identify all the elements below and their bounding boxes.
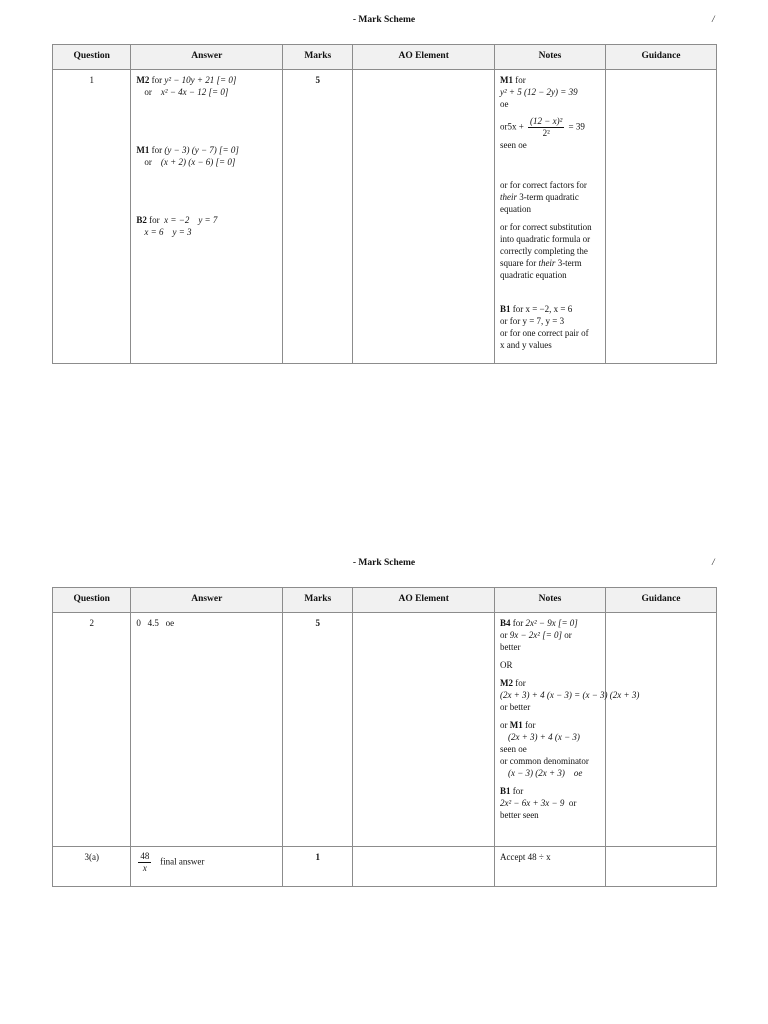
- fraction-denominator: x: [142, 863, 147, 873]
- equation: (x + 2) (x − 6) [= 0]: [160, 157, 236, 167]
- col-header-answer: Answer: [131, 45, 283, 70]
- col-header-guidance: Guidance: [605, 45, 716, 70]
- for-text: for: [512, 618, 524, 628]
- notes-m2-equation: (2x + 3) + 4 (x − 3) = (x − 3) (2x + 3): [499, 690, 640, 700]
- page-1-header: [0, 15, 768, 29]
- notes-factors-text: [500, 179, 600, 215]
- equation: (y − 3) (y − 7) [= 0]: [164, 145, 239, 155]
- page-2-header: [0, 558, 768, 572]
- answer-m2-alt-line: [136, 86, 277, 98]
- three-term-text: 3-term quadratic equation: [499, 192, 579, 214]
- notes-b1-line: [500, 303, 600, 315]
- notes-m1-denominator: (x − 3) (2x + 3) oe: [507, 768, 583, 778]
- answer-m1-alt-line: [136, 156, 277, 168]
- col-header-question: Question: [53, 588, 131, 613]
- answer-m1-line: [136, 144, 277, 156]
- or-text: or: [144, 87, 152, 97]
- notes-cell: Accept 48 ÷ x: [494, 847, 605, 887]
- guidance-cell: [605, 70, 716, 364]
- question-number: 2: [53, 613, 131, 847]
- col-header-ao-element: AO Element: [353, 588, 495, 613]
- guidance-cell: [605, 847, 716, 887]
- notes-b1-line: [500, 785, 600, 797]
- equation: 2x² − 6x + 3x − 9: [499, 798, 565, 808]
- final-answer-text: final answer: [160, 856, 205, 867]
- equation-rhs: = 39: [568, 121, 585, 132]
- guidance-cell: [605, 613, 716, 847]
- fraction-denominator: 2²: [542, 128, 550, 138]
- notes-m1-common: or common denominator: [499, 756, 589, 766]
- answer-b2-line: [136, 214, 277, 226]
- col-header-marks: Marks: [283, 45, 353, 70]
- notes-b4-alt-line: [500, 629, 600, 641]
- fraction: [138, 851, 151, 874]
- notes-oe: oe: [499, 99, 509, 109]
- mark-code-m1: M1: [509, 720, 523, 730]
- mark-code-m1: M1: [136, 145, 150, 155]
- mark-code-m1: M1: [499, 75, 513, 85]
- notes-better: better: [499, 642, 521, 652]
- answer-cell: [131, 847, 283, 887]
- notes-equation-2: [500, 116, 600, 139]
- notes-substitution-text: [500, 221, 600, 281]
- table-row-q1: [53, 70, 717, 364]
- notes-b4-line: [500, 617, 600, 629]
- page-mark: /: [712, 558, 715, 568]
- col-header-question: Question: [53, 45, 131, 70]
- fraction: [528, 116, 564, 139]
- equation: y² − 10y + 21 [= 0]: [164, 75, 237, 85]
- or-5x-text: or5x +: [499, 121, 524, 132]
- mark-scheme-table-2: [52, 587, 717, 887]
- or-text: or: [564, 630, 572, 640]
- mark-code-m2: M2: [136, 75, 150, 85]
- notes-b1-alt-2: or for one correct pair of: [499, 328, 589, 338]
- equation: 2x² − 9x [= 0]: [525, 618, 578, 628]
- col-header-notes: Notes: [494, 588, 605, 613]
- for-text: for: [151, 145, 163, 155]
- notes-m1-line: [500, 74, 600, 86]
- factors-text: or for correct factors for: [499, 180, 587, 190]
- table-row-q2: [53, 613, 717, 847]
- equation: 9x − 2x² [= 0]: [509, 630, 563, 640]
- notes-b1-better: better seen: [499, 810, 539, 820]
- or-text: or: [499, 720, 508, 730]
- page-title: - Mark Scheme: [352, 15, 416, 25]
- answer-cell: [131, 70, 283, 364]
- substitution-text: or for correct substitution into quadratic formula or correctly completing the square for: [499, 222, 592, 268]
- fraction-numerator: 48: [140, 851, 150, 861]
- page-mark: /: [712, 15, 715, 25]
- or-text: or: [144, 157, 152, 167]
- table-row-q3a: [53, 847, 717, 887]
- fraction-numerator: (12 − x)²: [530, 116, 563, 126]
- for-text: for: [515, 678, 526, 688]
- or-text: or: [568, 798, 577, 808]
- col-header-notes: Notes: [494, 45, 605, 70]
- page-title: - Mark Scheme: [352, 558, 416, 568]
- notes-m2-line: [500, 677, 600, 689]
- notes-cell: [494, 70, 605, 364]
- for-text: for: [149, 215, 160, 225]
- b1-text: for x = −2, x = 6: [512, 304, 573, 314]
- ao-element-cell: [353, 847, 495, 887]
- their-text: their: [538, 258, 556, 268]
- notes-seen-oe: seen oe: [499, 140, 527, 150]
- mark-code-b1: B1: [499, 304, 511, 314]
- question-number: 1: [53, 70, 131, 364]
- for-text: for: [524, 720, 536, 730]
- notes-m2-better: or better: [499, 702, 531, 712]
- mark-code-b2: B2: [136, 215, 147, 225]
- answer-cell: 0 4.5 oe: [131, 613, 283, 847]
- mark-code-b4: B4: [499, 618, 511, 628]
- mark-code-b1: B1: [499, 786, 511, 796]
- their-text: their: [499, 192, 517, 202]
- mark-code-m2: M2: [499, 678, 513, 688]
- table-header-row: [53, 45, 717, 70]
- notes-m1-line: [500, 719, 600, 731]
- notes-m1-seen: seen oe: [499, 744, 527, 754]
- col-header-guidance: Guidance: [605, 588, 716, 613]
- notes-cell: [494, 613, 640, 847]
- answer-m2-line: [136, 74, 277, 86]
- marks-value: 5: [283, 70, 353, 364]
- notes-m1-equation: (2x + 3) + 4 (x − 3): [507, 732, 580, 742]
- table-header-row: [53, 588, 717, 613]
- solution-pair-1: x = −2 y = 7: [164, 215, 218, 225]
- for-text: for: [151, 75, 163, 85]
- or-text: or: [499, 630, 508, 640]
- equation: x² − 4x − 12 [= 0]: [160, 87, 229, 97]
- for-text: for: [512, 786, 524, 796]
- mark-scheme-table-1: [52, 44, 717, 364]
- col-header-ao-element: AO Element: [353, 45, 495, 70]
- notes-or: OR: [499, 660, 513, 670]
- question-number: 3(a): [53, 847, 131, 887]
- three-term-text: 3-term quadratic equation: [499, 258, 582, 280]
- notes-equation-1: y² + 5 (12 − 2y) = 39: [499, 87, 578, 97]
- notes-b1-alt-3: x and y values: [499, 340, 552, 350]
- solution-pair-2: x = 6 y = 3: [144, 227, 192, 237]
- ao-element-cell: [353, 70, 495, 364]
- marks-value: 1: [283, 847, 353, 887]
- col-header-answer: Answer: [131, 588, 283, 613]
- ao-element-cell: [353, 613, 495, 847]
- notes-b1-equation-line: [500, 797, 600, 809]
- notes-b1-alt-1: or for y = 7, y = 3: [499, 316, 565, 326]
- col-header-marks: Marks: [283, 588, 353, 613]
- marks-value: 5: [283, 613, 353, 847]
- for-text: for: [515, 75, 526, 85]
